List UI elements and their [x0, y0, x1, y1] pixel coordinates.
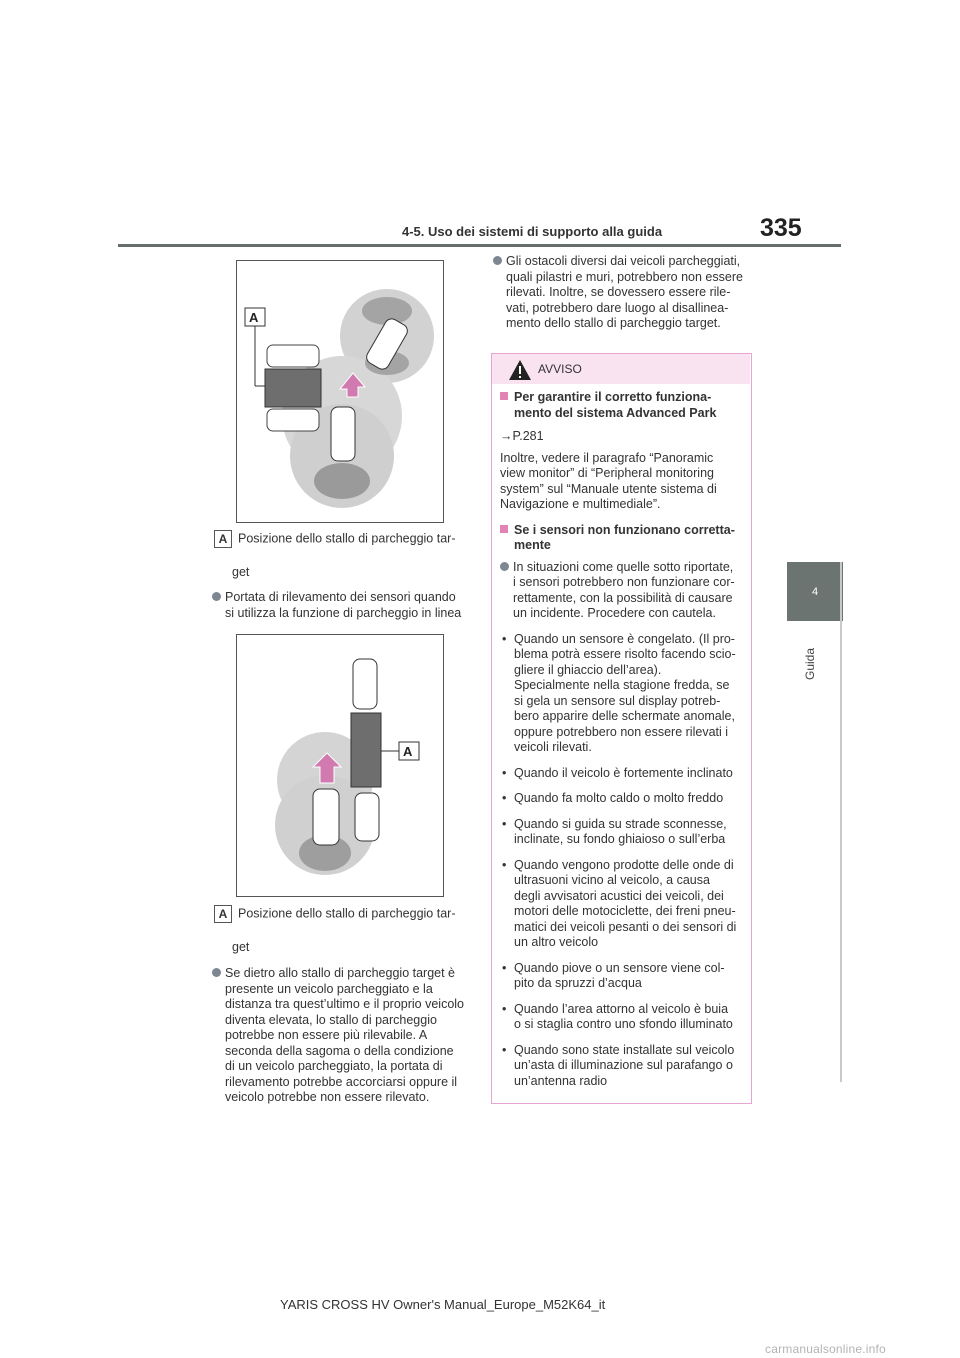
- page-number: 335: [760, 214, 802, 242]
- figure2-label-a: A: [403, 744, 413, 759]
- figure2-caption: A Posizione dello stallo di parcheggio tar-: [214, 905, 474, 923]
- warning-triangle-icon: [508, 359, 532, 381]
- bullet-dot: [493, 256, 502, 265]
- figure1-caption-cont: get: [232, 565, 250, 579]
- page-reference-link[interactable]: →P.281: [500, 429, 544, 443]
- warning-list-item: • Quando fa molto caldo o molto freddo: [500, 791, 746, 807]
- bullet-obstacles: Gli ostacoli diversi dai veicoli parcheggiati, quali pilastri e muri, potrebbero non essere rilevati. Inoltre, se dovessero essere rile- vati, potrebbero dare luogo al disallinea- mento dello stallo di parcheggio target.: [493, 254, 753, 332]
- warning-title: AVVISO: [538, 362, 582, 376]
- figure1-caption: A Posizione dello stallo di parcheggio tar-: [214, 530, 474, 548]
- warning-bullet: In situazioni come quelle sotto riportate, i sensori potrebbero non funzionare cor- rettamente, con la possibilità di causare un incidente. Procedere con cautela.: [500, 560, 746, 622]
- figure-label-a: A: [249, 310, 259, 325]
- figure-parallel-parking-sensors: [236, 260, 444, 523]
- warning-heading-2: Se i sensori non funzionano corretta- mente: [500, 523, 746, 554]
- warning-list-item: • Quando un sensore è congelato. (Il pro- blema potrà essere risolto facendo scio- gliere il ghiaccio dell’area). Specialmente nella stagione fredda, se si gela un sensore sul display potreb- bero apparire delle schermate anomale, oppure potrebbero non essere rilevati i veicoli rilevati.: [500, 632, 746, 756]
- warning-heading-1: Per garantire il corretto funziona- mento del sistema Advanced Park: [500, 390, 746, 421]
- chapter-label: Guida: [803, 647, 817, 680]
- figure-target-stall-detection: [236, 634, 444, 897]
- bullet-dot: [500, 562, 509, 571]
- parking-diagram-2: [237, 635, 443, 896]
- warning-content: [500, 390, 746, 1089]
- warning-header: [492, 354, 750, 384]
- chapter-number: 4: [811, 585, 819, 598]
- warning-list-item: • Quando vengono prodotte delle onde di ultrasuoni vicino al veicolo, a causa degli avvisatori acustici dei veicoli, dei motori delle motociclette, dei freni pneu- matici dei veicoli pesanti o dei sensori di un altro veicolo: [500, 858, 746, 951]
- chapter-tab[interactable]: [787, 562, 843, 621]
- bullet-target-stall: Se dietro allo stallo di parcheggio target è presente un veicolo parcheggiato e la distanza tra quest’ultimo e il proprio veicolo diventa elevata, lo stallo di parcheggio potrebbe non essere più rilevabile. A seconda della sagoma o della condizione di un veicolo parcheggiato, la portata di rilevamento potrebbe accorciarsi oppure il veicolo potrebbe non essere rilevato.: [212, 966, 472, 1106]
- watermark: carmanualsonline.info: [765, 1342, 886, 1356]
- warning-list-item: • Quando il veicolo è fortemente inclinato: [500, 766, 746, 782]
- bullet-dot: [212, 968, 221, 977]
- square-bullet-icon: [500, 392, 508, 400]
- header-rule: [118, 244, 841, 247]
- section-title: 4-5. Uso dei sistemi di supporto alla guida: [402, 224, 663, 239]
- warning-list-item: • Quando sono state installate sul veicolo un’asta di illuminazione sul parafango o un’antenna radio: [500, 1043, 746, 1090]
- label-a-badge-2: A: [214, 905, 232, 923]
- warning-paragraph: Inoltre, vedere il paragrafo “Panoramic view monitor” di “Peripheral monitoring system” sul “Manuale utente sistema di Navigazione e multimediale”.: [500, 450, 717, 511]
- bullet-dot: [212, 592, 221, 601]
- bullet-sensor-range: Portata di rilevamento dei sensori quando si utilizza la funzione di parcheggio in linea: [212, 590, 472, 621]
- warning-list-item: • Quando l’area attorno al veicolo è buia o si staglia contro uno sfondo illuminato: [500, 1002, 746, 1033]
- square-bullet-icon: [500, 525, 508, 533]
- label-a-badge: A: [214, 530, 232, 548]
- warning-list-item: • Quando piove o un sensore viene col- pito da spruzzi d’acqua: [500, 961, 746, 992]
- footer-manual-title: YARIS CROSS HV Owner's Manual_Europe_M52K64_it: [280, 1297, 606, 1312]
- figure2-caption-cont: get: [232, 940, 250, 954]
- side-rule: [840, 562, 842, 1082]
- parking-diagram-1: [237, 261, 443, 522]
- warning-list-item: • Quando si guida su strade sconnesse, inclinate, su fondo ghiaioso o sull’erba: [500, 817, 746, 848]
